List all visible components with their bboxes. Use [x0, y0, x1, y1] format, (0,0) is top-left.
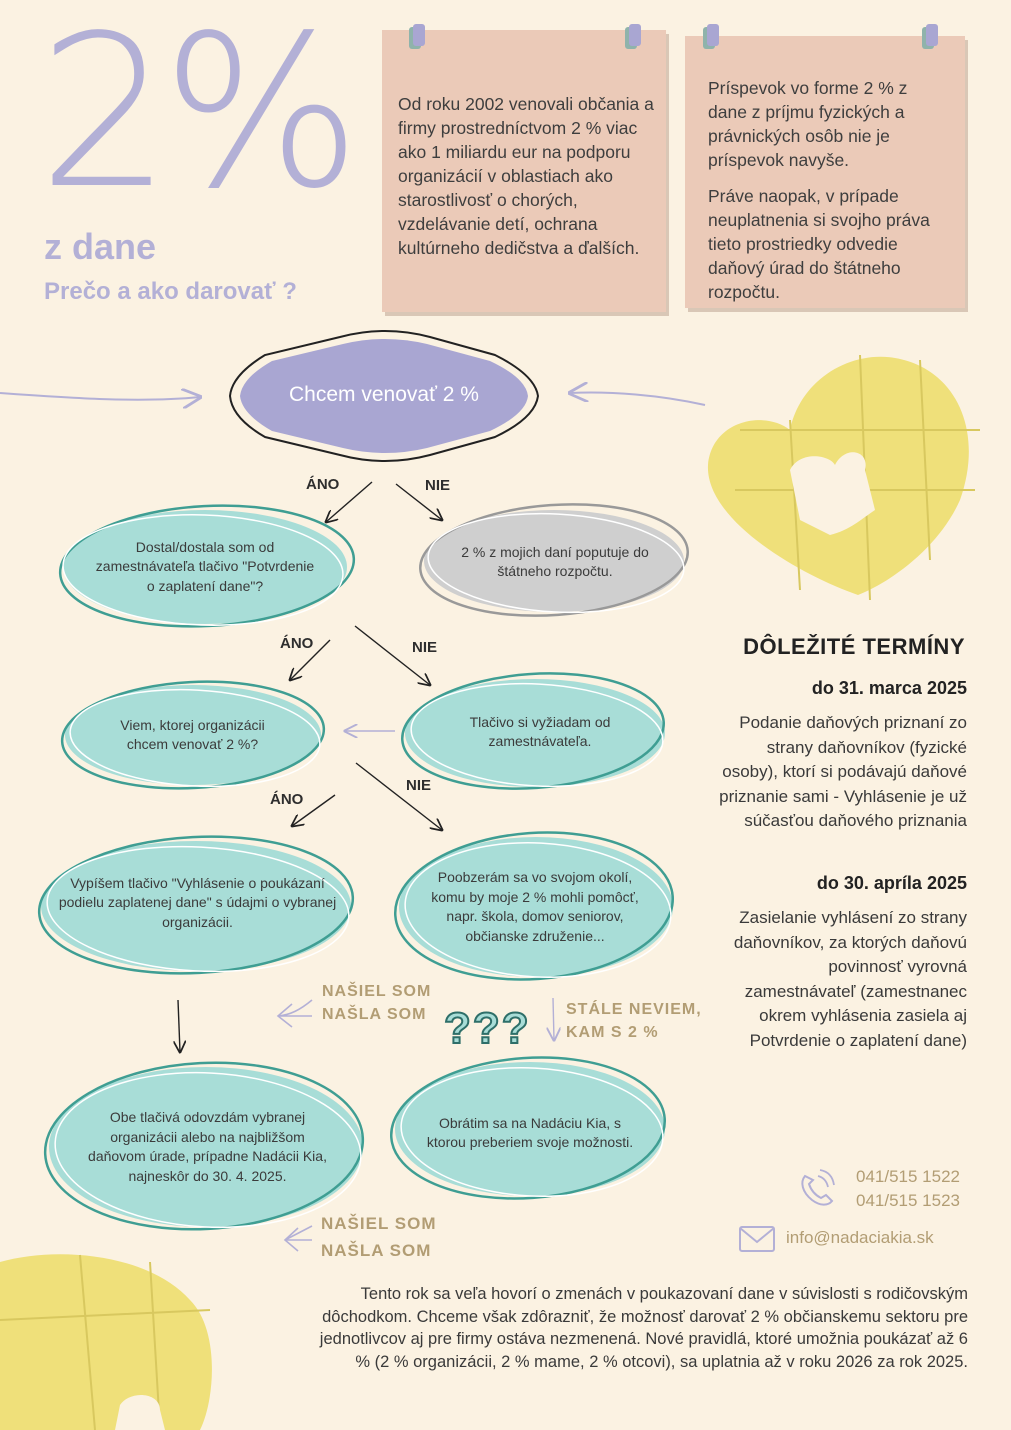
still-label-line1: STÁLE NEVIEM,	[566, 1001, 702, 1018]
terms-title: DÔLEŽITÉ TERMÍNY	[743, 634, 965, 659]
no-label-2: NIE	[412, 639, 438, 656]
found-label-1-line1: NAŠIEL SOM	[322, 983, 432, 1000]
yes-label-3: ÁNO	[270, 791, 304, 808]
yes-label-2: ÁNO	[280, 635, 314, 652]
big-percent: 2%	[38, 0, 352, 235]
phone-1[interactable]: 041/515 1522	[856, 1167, 960, 1186]
found-label-2-line2: NAŠLA SOM	[321, 1241, 432, 1260]
still-label-line2: KAM S 2 %	[566, 1024, 659, 1041]
terms-text-1: Podanie daňových priznaní zo strany daňovníkov (fyzické osoby), ktorí si podávajú daňové priznanie sami - Vyhlásenie je už súčasťou daňového priznania	[719, 713, 967, 830]
footer-paragraph: Tento rok sa veľa hovorí o zmenách v poukazovaní dane v súvislosti s rodičovským dôchodkom. Chceme však zdôrazniť, že možnosť darovať 2 % občianskemu sektoru pre jednotlivcov aj pre firmy ostáva nezmenená. Nové pravidlá, ktoré umožnia poukázať až 6 % (2 % organizácii, 2 % mame, 2 % otcovi), sa uplatnia až v roku 2026 za rok 2025.	[319, 1285, 968, 1371]
node-request-form: Tlačivo si vyžiadam od zamestnávateľa.	[469, 713, 611, 749]
no-label-1: NIE	[425, 477, 451, 494]
mail-icon	[740, 1227, 774, 1251]
found-label-2-line1: NAŠIEL SOM	[321, 1214, 437, 1233]
note-contribution-p1: Príspevok vo forme 2 % z dane z príjmu fyzických a právnických osôb nie je príspevok navyše.	[708, 78, 908, 170]
terms-date-2: do 30. apríla 2025	[816, 873, 967, 893]
terms-date-1: do 31. marca 2025	[811, 678, 967, 698]
node-submit-forms: Obe tlačivá odovzdám vybranej organizácii alebo na najbližšom daňovom úrade, prípadne Nadácii Kia, najneskôr do 30. 4. 2025.	[88, 1109, 327, 1184]
question-heading: Prečo a ako darovať ?	[44, 278, 297, 305]
question-marks-icon: ???	[444, 1004, 531, 1053]
node-contact-foundation: Obrátim sa na Nadáciu Kia, s ktorou preberiem svoje možnosti.	[426, 1114, 634, 1150]
found-label-1	[322, 980, 431, 1026]
note-contribution-p2: Práve naopak, v prípade neuplatnenia si svojho práva tieto prostriedky odvedie daňový úrad do štátneho rozpočtu.	[708, 186, 930, 302]
node-know-organization: Viem, ktorej organizácii chcem venovať 2 %?	[120, 716, 265, 752]
yes-label-1: ÁNO	[306, 476, 340, 493]
note-history-text: Od roku 2002 venovali občania a firmy prostredníctvom 2 % viac ako 1 miliardu eur na podporu organizácií v oblastiach ako starostlivosť o chorých, vzdelávanie detí, ochrana kultúrneho dedičstva a ďalších.	[398, 94, 654, 258]
node-certificate-question: Dostal/dostala som od zamestnávateľa tlačivo "Potvrdenie o zaplatení dane"?	[95, 538, 315, 594]
node-state-budget: 2 % z mojich daní poputuje do štátneho rozpočtu.	[461, 543, 649, 579]
still-label	[566, 998, 702, 1044]
terms-text-2: Zasielanie vyhlásení zo strany daňovníkov, za ktorých daňovú povinnosť vyrovná zamestnávateľ (zamestnanec okrem vyhlásenia zasiela aj Potvrdenie o zaplatení dane)	[733, 908, 967, 1050]
phone-icon	[802, 1170, 834, 1205]
phone-numbers	[856, 1165, 960, 1213]
phone-2[interactable]: 041/515 1523	[856, 1191, 960, 1210]
node-look-around: Poobzerám sa vo svojom okolí, komu by moje 2 % mohli pomôcť, napr. škola, domov seniorov, občianske združenie...	[431, 869, 639, 944]
found-label-2	[321, 1210, 436, 1264]
email-link[interactable]: info@nadaciakia.sk	[786, 1228, 934, 1247]
puzzle-corner-icon	[0, 1254, 212, 1430]
node-fill-declaration: Vypíšem tlačivo "Vyhlásenie o poukázaní podielu zaplatenej dane" s údajmi o vybranej organizácii.	[58, 874, 337, 930]
found-label-1-line2: NAŠLA SOM	[322, 1006, 427, 1023]
no-label-3: NIE	[406, 777, 432, 794]
heart-puzzle-icon	[708, 355, 980, 600]
start-label: Chcem venovať 2 %	[289, 383, 479, 406]
subtitle: z dane	[44, 226, 157, 267]
